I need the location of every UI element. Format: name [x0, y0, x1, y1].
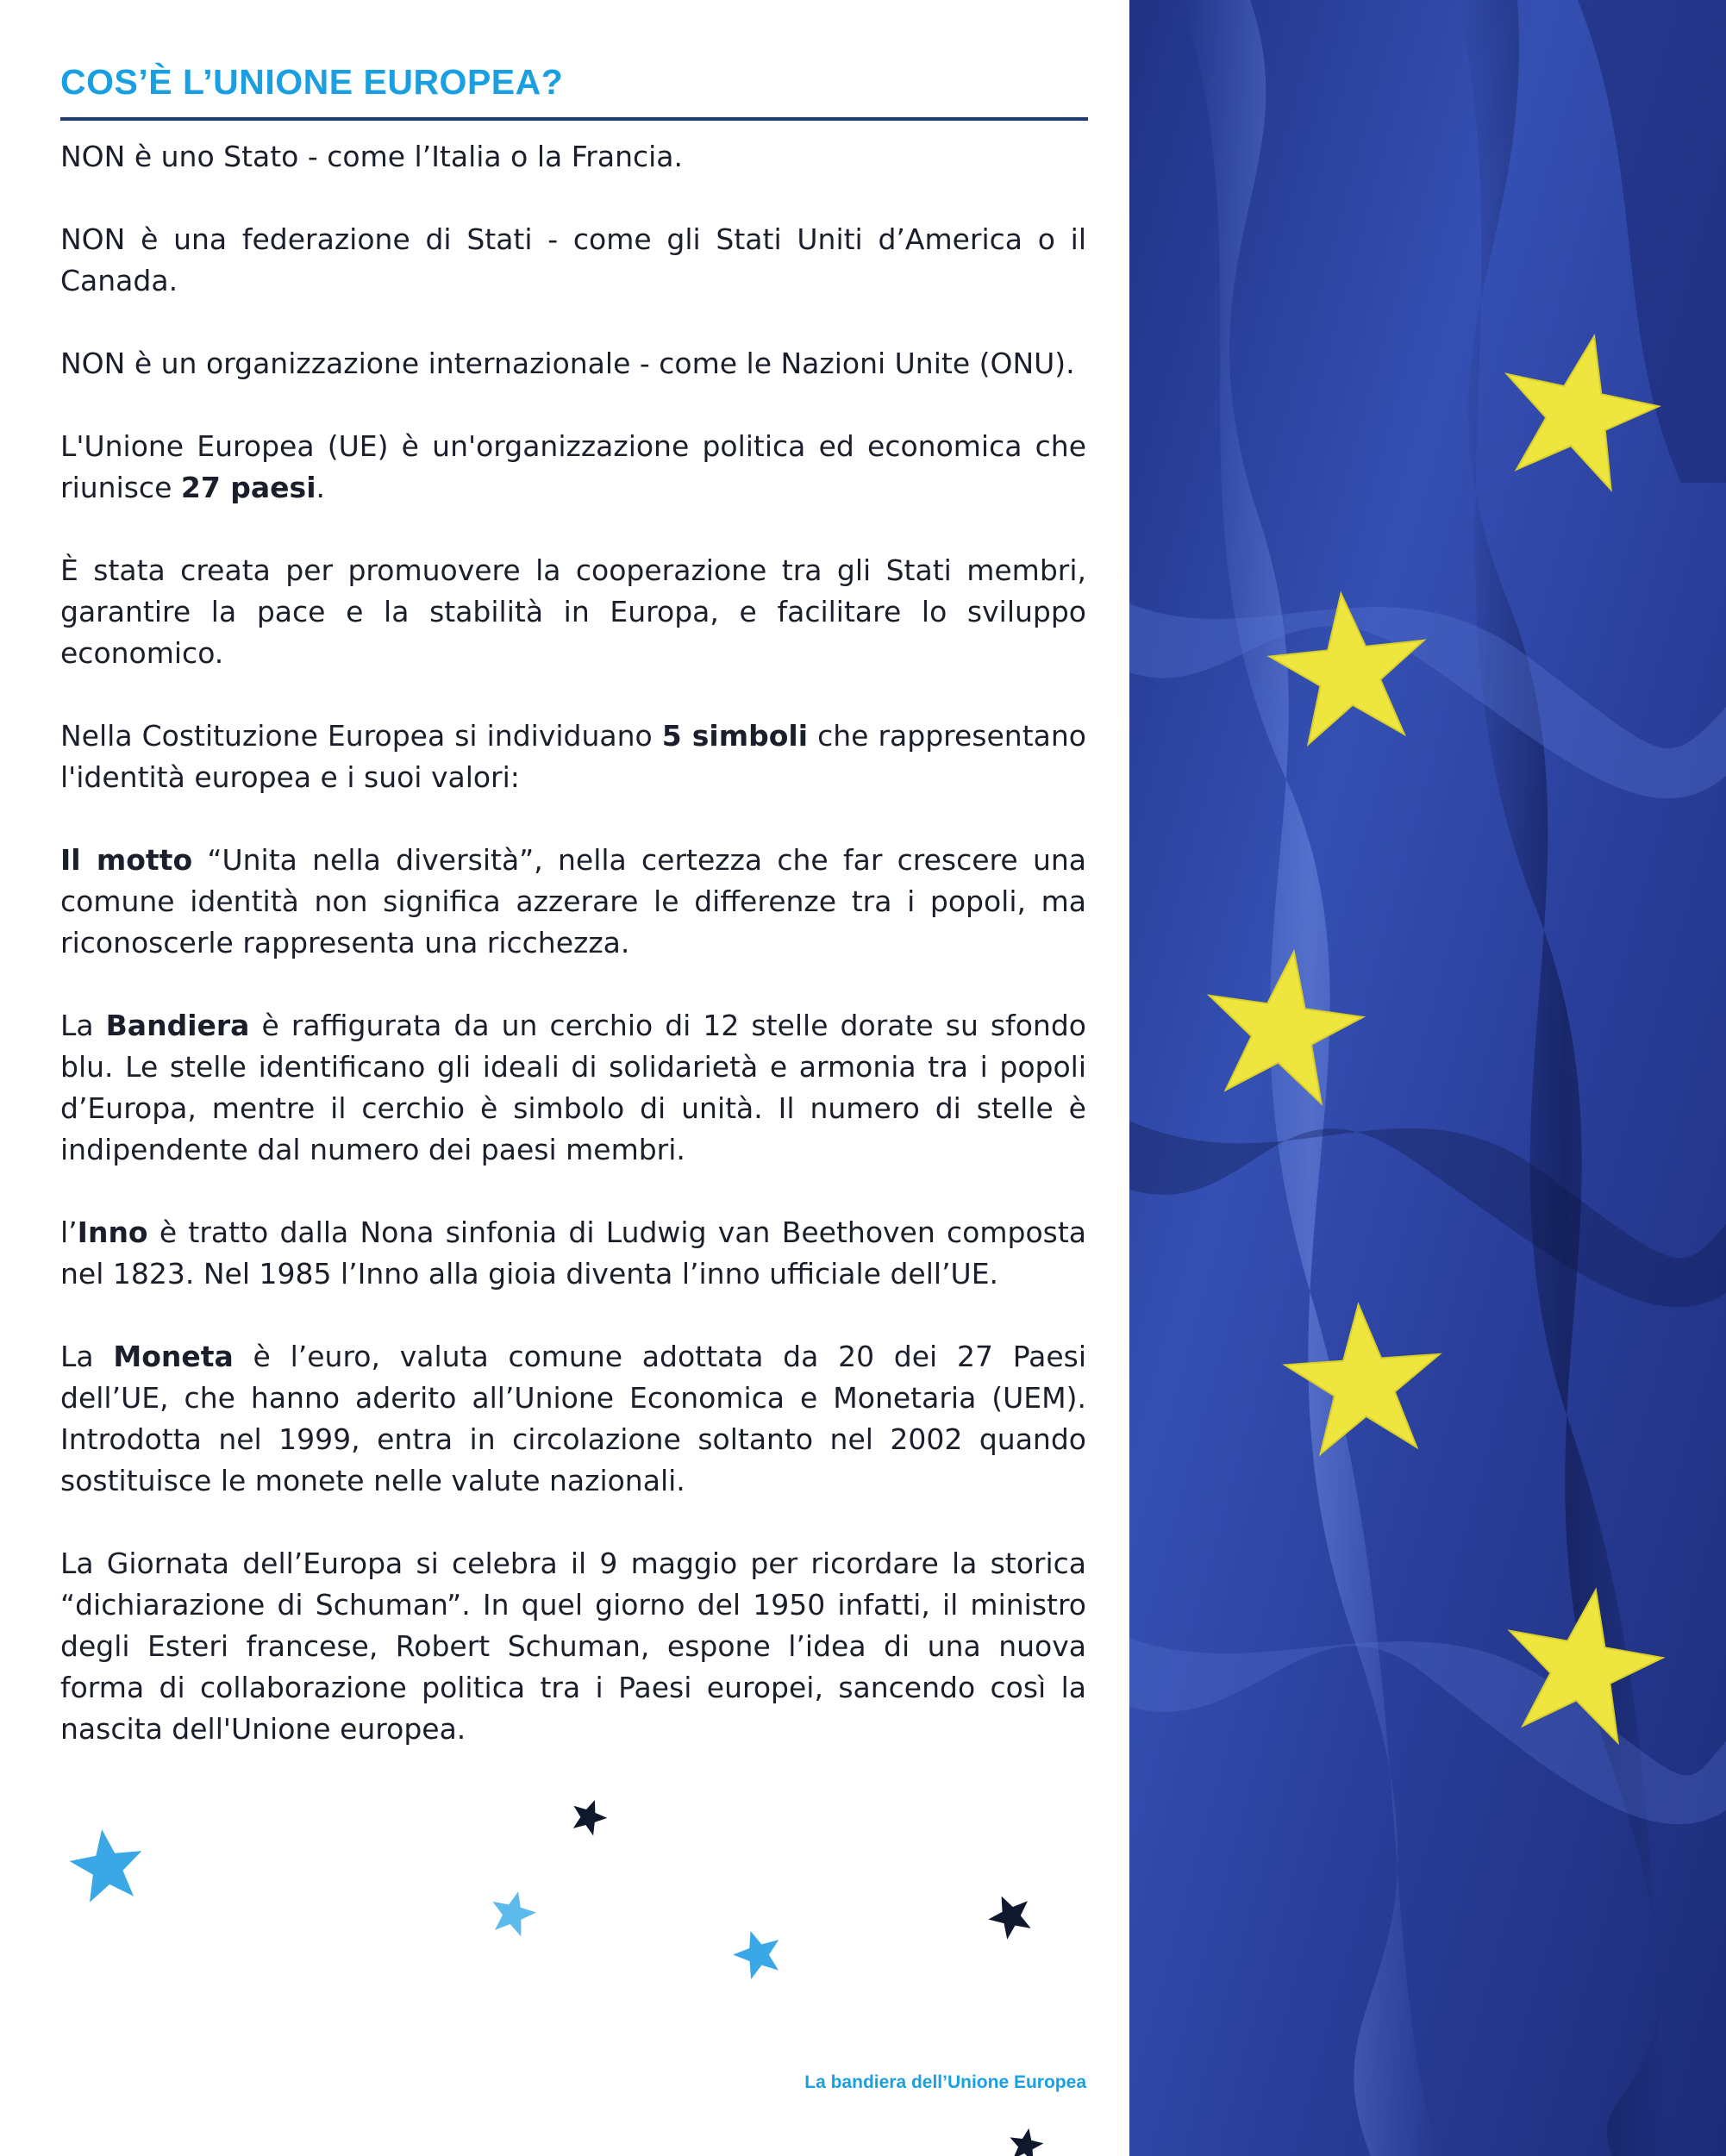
emphasis: Bandiera — [105, 1009, 250, 1042]
paragraph: La Bandiera è raffigurata da un cerchio di 12 stelle dorate su sfondo blu. Le stelle identificano gli ideali di solidarietà e armonia tra i popoli d’Europa, mentre il cerchio è simbolo di unità. Il numero di stelle è indipendente dal numero dei paesi membri. — [60, 1009, 1086, 1166]
title-divider — [60, 117, 1088, 121]
paragraph: NON è uno Stato - come l’Italia o la Francia. — [60, 140, 684, 173]
decorative-star-icon — [569, 1797, 609, 1836]
body-text — [60, 136, 1086, 1791]
page-title: COS’È L’UNIONE EUROPEA? — [60, 62, 564, 102]
decorative-star-icon — [1007, 2126, 1045, 2156]
paragraph: È stata creata per promuovere la cooperazione tra gli Stati membri, garantire la pace e la stabilità in Europa, e facilitare lo sviluppo economico. — [60, 553, 1086, 670]
decorative-star-icon — [67, 1826, 147, 1905]
decorative-star-icon — [488, 1888, 538, 1938]
image-caption: La bandiera dell’Unione Europea — [804, 2072, 1086, 2092]
paragraph: l’Inno è tratto dalla Nona sinfonia di Ludwig van Beethoven composta nel 1823. Nel 1985 l’Inno alla gioia diventa l’inno ufficiale dell’UE. — [60, 1215, 1086, 1290]
paragraph: La Moneta è l’euro, valuta comune adottata da 20 dei 27 Paesi dell’UE, che hanno aderito all’Unione Economica e Monetaria (UEM). Introdotta nel 1999, entra in circolazione soltanto nel 2002 quando sostituisce le monete nelle valute nazionali. — [60, 1340, 1086, 1497]
paragraph: La Giornata dell’Europa si celebra il 9 maggio per ricordare la storica “dichiarazione di Schuman”. In quel giorno del 1950 infatti, il ministro degli Esteri francese, Robert Schuman, espone l’idea di una nuova forma di collaborazione politica tra i Paesi europei, sancendo così la nascita dell'Unione europea. — [60, 1547, 1086, 1746]
paragraph: NON è un organizzazione internazionale - come le Nazioni Unite (ONU). — [60, 347, 1075, 380]
emphasis: Inno — [77, 1215, 148, 1249]
decorative-star-icon — [986, 1891, 1035, 1940]
paragraph: L'Unione Europea (UE) è un'organizzazione politica ed economica che riunisce 27 paesi. — [60, 429, 1086, 504]
paragraph: NON è una federazione di Stati - come gli Stati Uniti d’America o il Canada. — [60, 222, 1086, 297]
paragraph: Il motto “Unita nella diversità”, nella certezza che far crescere una comune identità non significa azzerare le differenze tra i popoli, ma riconoscerle rappresenta una ricchezza. — [60, 843, 1086, 959]
eu-flag-image — [1129, 0, 1726, 2156]
paragraph: Nella Costituzione Europea si individuano 5 simboli che rappresentano l'identità europea e i suoi valori: — [60, 719, 1086, 794]
emphasis: Moneta — [113, 1340, 234, 1373]
decorative-star-icon — [731, 1927, 785, 1980]
emphasis: 5 simboli — [661, 719, 809, 753]
emphasis: 27 paesi — [180, 471, 316, 504]
emphasis: Il motto — [60, 843, 193, 877]
